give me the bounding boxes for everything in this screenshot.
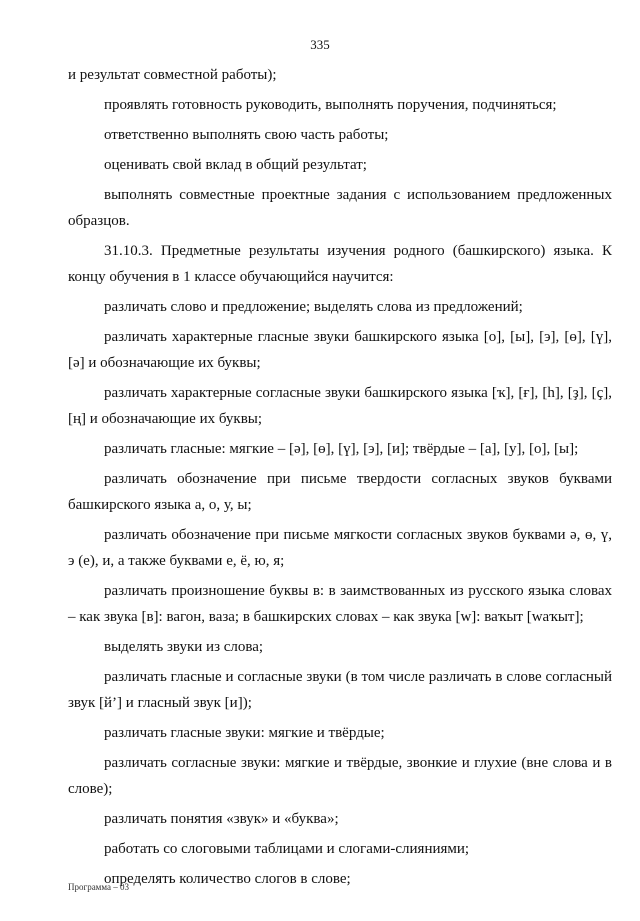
section-heading-paragraph: 31.10.3. Предметные результаты изучения родного (башкирского) языка. К концу обучения в 1 классе обучающийся научится: — [68, 243, 612, 285]
paragraph: и результат совместной работы); — [68, 67, 277, 83]
paragraph: различать гласные звуки: мягкие и твёрдые; — [104, 725, 385, 741]
page-number: 335 — [310, 37, 330, 52]
paragraph: различать понятия «звук» и «буква»; — [104, 811, 339, 827]
paragraph: различать характерные согласные звуки башкирского языка [ҡ], [ғ], [һ], [ҙ], [ҫ], [ң] и обозначающие их буквы; — [68, 385, 612, 427]
paragraph: различать согласные звуки: мягкие и твёрдые, звонкие и глухие (вне слова и в слове); — [68, 755, 612, 797]
paragraph: работать со слоговыми таблицами и слогами-слияниями; — [104, 841, 470, 857]
paragraph: различать гласные: мягкие – [ә], [ө], [ү], [э], [и]; твёрдые – [а], [у], [о], [ы]; — [104, 441, 579, 457]
footer-label: Программа – 03 — [68, 882, 130, 892]
document-body — [68, 62, 612, 896]
paragraph: выполнять совместные проектные задания с использованием предложенных образцов. — [68, 187, 612, 229]
paragraph: оценивать свой вклад в общий результат; — [104, 157, 367, 173]
paragraph: различать слово и предложение; выделять слова из предложений; — [104, 299, 523, 315]
paragraph: выделять звуки из слова; — [104, 639, 264, 655]
paragraph: различать гласные и согласные звуки (в том числе различать в слове согласный звук [й’] и гласный звук [и]); — [68, 669, 612, 711]
paragraph: различать характерные гласные звуки башкирского языка [о], [ы], [э], [ө], [ү], [ә] и обозначающие их буквы; — [68, 329, 612, 371]
paragraph: проявлять готовность руководить, выполнять поручения, подчиняться; — [104, 97, 557, 113]
paragraph: определять количество слогов в слове; — [104, 871, 351, 887]
paragraph: различать обозначение при письме мягкости согласных звуков буквами ә, ө, ү, э (е), и, а также буквами е, ё, ю, я; — [68, 527, 612, 569]
paragraph: различать произношение буквы в: в заимствованных из русского языка словах – как звука [в]: вагон, ваза; в башкирских словах – как звука [w]: ваҡыт [waҡыт]; — [68, 583, 612, 625]
paragraph: различать обозначение при письме твердости согласных звуков буквами башкирского языка а, о, у, ы; — [68, 471, 612, 513]
paragraph: ответственно выполнять свою часть работы; — [104, 127, 389, 143]
